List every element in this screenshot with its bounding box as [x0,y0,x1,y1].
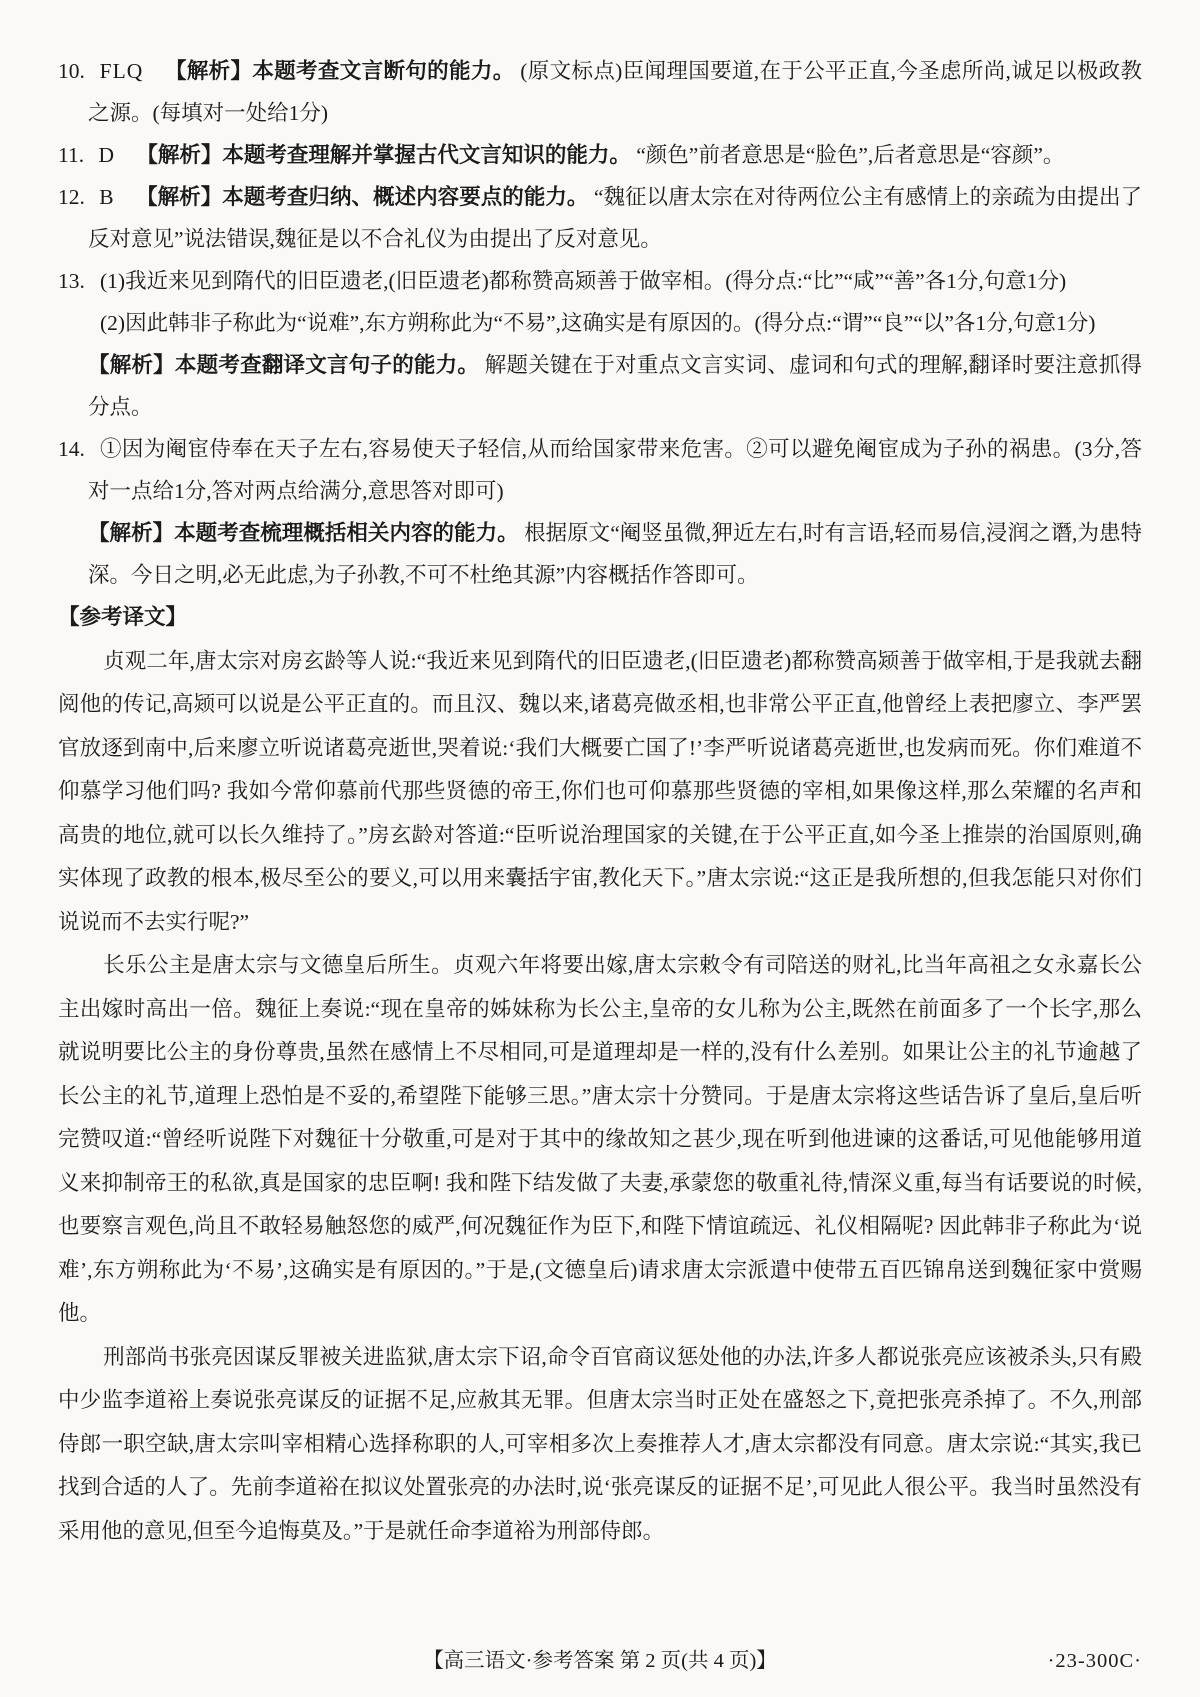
analysis-label: 【解析】本题考查梳理概括相关内容的能力。 [88,521,519,545]
answer-item-12 [58,176,1142,260]
item-number: 13. [58,269,85,293]
analysis-label: 【解析】本题考查归纳、概述内容要点的能力。 [136,185,589,209]
analysis-label: 【解析】本题考查文言断句的能力。 [164,59,515,83]
analysis-text: 根据原文“阉竖虽微,狎近左右,时有言语,轻而易信,浸润之谮,为患特深。今日之明,必无此虑,为子孙教,不可不杜绝其源”内容概括作答即可。 [88,521,1143,587]
item-number: 14. [58,437,85,461]
answers-section [58,50,1142,596]
analysis-text: 解题关键在于对重点文言实词、虚词和句式的理解,翻译时要注意抓得分点。 [88,353,1142,419]
answer-item-13 [58,260,1142,428]
answer-line-11 [58,134,1142,176]
page-footer [58,1647,1142,1675]
item-number: 10. [58,59,85,83]
item-number: 12. [58,185,85,209]
answer-part-2: (2)因此韩非子称此为“说难”,东方朔称此为“不易”,这确实是有原因的。(得分点:“谓”“良”“以”各1分,句意1分) [100,311,1096,335]
answer-item-11 [58,134,1142,176]
analysis-line [88,344,1142,428]
reference-translation-section [58,596,1142,1553]
answer-part-1: ①因为阉宦侍奉在天子左右,容易使天子轻信,从而给国家带来危害。②可以避免阉宦成为子孙的祸患。(3分,答对一点给1分,答对两点给满分,意思答对即可) [88,437,1142,503]
answer-line-12 [58,176,1142,260]
item-answer: FLQ [99,59,144,83]
answer-part-1: (1)我近来见到隋代的旧臣遗老,(旧臣遗老)都称赞高颎善于做宰相。(得分点:“比”“咸”“善”各1分,句意1分) [100,269,1067,293]
answer-item-10 [58,50,1142,134]
footer-page-info: 【高三语文·参考答案 第 2 页(共 4 页)】 [423,1650,777,1672]
item-answer: D [98,143,115,167]
answer-item-14 [58,428,1142,596]
analysis-label: 【解析】本题考查翻译文言句子的能力。 [88,353,480,377]
item-number: 11. [58,143,85,167]
translation-paragraph-1: 贞观二年,唐太宗对房玄龄等人说:“我近来见到隋代的旧臣遗老,(旧臣遗老)都称赞高颎善于做宰相,于是我就去翻阅他的传记,高颎可以说是公平正直的。而且汉、魏以来,诸葛亮做丞相,也非常公平正直,他曾经上表把廖立、李严罢官放逐到南中,后来廖立听说诸葛亮逝世,哭着说:‘我们大概要亡国了!’李严听说诸葛亮逝世,也发病而死。你们难道不仰慕学习他们吗? 我如今常仰慕前代那些贤德的帝王,你们也可仰慕那些贤德的宰相,如果像这样,那么荣耀的名声和高贵的地位,就可以长久维持了。”房玄龄对答道:“臣听说治理国家的关键,在于公平正直,如今圣上推崇的治国原则,确实体现了政教的根本,极尽至公的要义,可以用来囊括宇宙,教化天下。”唐太宗说:“这正是我所想的,但我怎能只对你们说说而不去实行呢?” [58,648,1142,934]
reference-translation-header: 【参考译文】 [58,605,188,629]
analysis-text: (原文标点)臣闻理国要道,在于公平正直,今圣虑所尚,诚足以极政教之源。(每填对一处给1分) [88,59,1143,125]
answer-line-10 [58,50,1142,134]
analysis-text: “颜色”前者意思是“脸色”,后者意思是“容颜”。 [636,143,1065,167]
analysis-label: 【解析】本题考查理解并掌握古代文言知识的能力。 [136,143,631,167]
translation-paragraph-3: 刑部尚书张亮因谋反罪被关进监狱,唐太宗下诏,命令百官商议惩处他的办法,许多人都说张亮应该被杀头,只有殿中少监李道裕上奏说张亮谋反的证据不足,应赦其无罪。但唐太宗当时正处在盛怒之下,竟把张亮杀掉了。不久,刑部侍郎一职空缺,唐太宗叫宰相精心选择称职的人,可宰相多次上奏推荐人才,唐太宗都没有同意。唐太宗说:“其实,我已找到合适的人了。先前李道裕在拟议处置张亮的办法时,说‘张亮谋反的证据不足’,可见此人很公平。我当时虽然没有采用他的意见,但至今追悔莫及。”于是就任命李道裕为刑部侍郎。 [58,1344,1142,1543]
item-answer: B [99,185,115,209]
analysis-line [88,512,1142,596]
footer-paper-code: ·23-300C· [1047,1650,1142,1672]
translation-paragraph-2: 长乐公主是唐太宗与文德皇后所生。贞观六年将要出嫁,唐太宗敕令有司陪送的财礼,比当年高祖之女永嘉长公主出嫁时高出一倍。魏征上奏说:“现在皇帝的姊妹称为长公主,皇帝的女儿称为公主,既然在前面多了一个长字,那么就说明要比公主的身份尊贵,虽然在感情上不尽相同,可是道理却是一样的,没有什么差别。如果让公主的礼节逾越了长公主的礼节,道理上恐怕是不妥的,希望陛下能够三思。”唐太宗十分赞同。于是唐太宗将这些话告诉了皇后,皇后听完赞叹道:“曾经听说陛下对魏征十分敬重,可是对于其中的缘故知之甚少,现在听到他进谏的这番话,可见他能够用道义来抑制帝王的私欲,真是国家的忠臣啊! 我和陛下结发做了夫妻,承蒙您的敬重礼待,情深义重,每当有话要说的时候,也要察言观色,尚且不敢轻易触怒您的威严,何况魏征作为臣下,和陛下情谊疏远、礼仪相隔呢? 因此韩非子称此为‘说难’,东方朔称此为‘不易’,这确实是有原因的。”于是,(文德皇后)请求唐太宗派遣中使带五百匹锦帛送到魏征家中赏赐他。 [58,953,1142,1325]
analysis-text: “魏征以唐太宗在对待两位公主有感情上的亲疏为由提出了反对意见”说法错误,魏征是以不合礼仪为由提出了反对意见。 [88,185,1143,251]
